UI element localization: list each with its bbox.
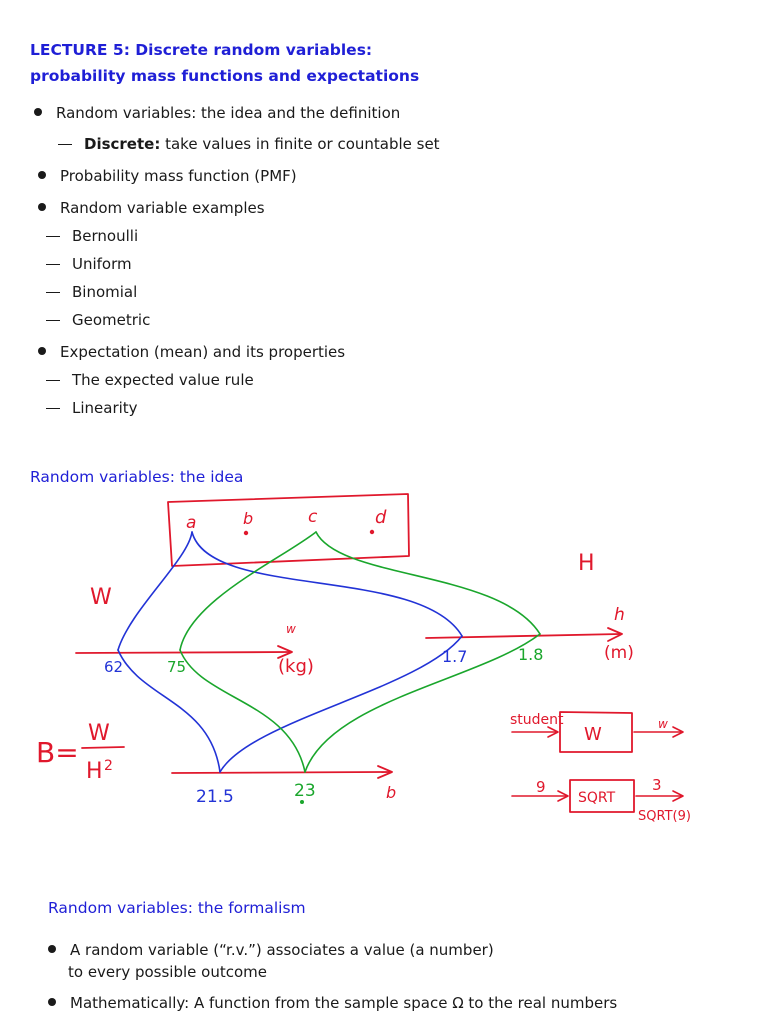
bmi-formula-lhs: B= xyxy=(36,736,79,769)
outcome-label-b: b xyxy=(243,509,254,528)
box2-input-label: 9 xyxy=(536,778,546,796)
box1-label: W xyxy=(584,724,602,745)
b-axis-line xyxy=(172,772,390,773)
section-heading-idea: Random variables: the idea xyxy=(30,468,244,486)
formalism-item: A random variable (“r.v.”) associates a value (a number) xyxy=(48,941,494,959)
h-value-1-8: 1.8 xyxy=(518,645,544,664)
w-variable-label: W xyxy=(90,585,112,610)
example-item: Bernoulli xyxy=(46,227,138,245)
outcome-dot-d xyxy=(370,530,374,534)
h-variable-label: H xyxy=(578,551,595,576)
box2-output-label: 3 xyxy=(652,776,662,794)
outcome-label-d: d xyxy=(375,507,387,528)
bullet-icon xyxy=(48,998,56,1006)
box1-output-label: w xyxy=(658,717,668,731)
bullet-icon xyxy=(48,945,56,953)
title-line-2: probability mass functions and expectations xyxy=(30,67,420,85)
example-item: Uniform xyxy=(46,255,132,273)
b-value-21-5: 21.5 xyxy=(196,787,234,807)
formalism-item: Mathematically: A function from the sample space Ω to the real numbers xyxy=(48,994,617,1012)
w-unit-label: (kg) xyxy=(278,656,314,677)
example-item: Geometric xyxy=(46,311,150,329)
outcome-label-c: c xyxy=(308,507,318,527)
h-unit-label: (m) xyxy=(604,643,634,663)
outline-subitem: Discrete: take values in finite or countable set xyxy=(58,135,440,153)
mapping-curve-a-b-2 xyxy=(220,636,462,772)
title-line-1: LECTURE 5: Discrete random variables: xyxy=(30,41,373,59)
w-axis-line xyxy=(76,652,290,653)
formalism-item-continuation: to every possible outcome xyxy=(68,963,267,981)
h-value-1-7: 1.7 xyxy=(442,647,468,666)
outline-item: Expectation (mean) and its properties xyxy=(38,343,345,361)
mapping-curve-a-w xyxy=(118,532,192,650)
outline-item: Random variables: the idea and the definition xyxy=(34,104,400,122)
box2-note: SQRT(9) xyxy=(638,809,691,824)
section-heading-formalism: Random variables: the formalism xyxy=(48,899,306,917)
b-axis-label: b xyxy=(386,783,397,802)
w-value-75: 75 xyxy=(167,658,187,676)
box2-label: SQRT xyxy=(578,790,616,806)
outline-item: Probability mass function (PMF) xyxy=(38,167,297,185)
outline-item: Random variable examples xyxy=(38,199,265,217)
bmi-formula-numerator: W xyxy=(88,721,110,746)
property-item: Linearity xyxy=(46,399,138,417)
bmi-formula-exponent: 2 xyxy=(104,758,113,774)
outcome-dot-b xyxy=(244,531,248,535)
h-axis-label: h xyxy=(614,605,625,625)
example-item: Binomial xyxy=(46,283,137,301)
h-axis-line xyxy=(426,634,620,638)
w-value-62: 62 xyxy=(104,658,124,676)
box1-input-label: student xyxy=(510,712,564,728)
mapping-curve-c-h xyxy=(316,532,540,634)
b-value-23: 23 xyxy=(294,781,316,801)
outcome-label-a: a xyxy=(186,513,197,533)
property-item: The expected value rule xyxy=(46,371,254,389)
bmi-formula-denominator: H xyxy=(86,759,103,784)
mapping-curve-a-h xyxy=(192,532,462,636)
w-axis-label: w xyxy=(286,622,296,636)
